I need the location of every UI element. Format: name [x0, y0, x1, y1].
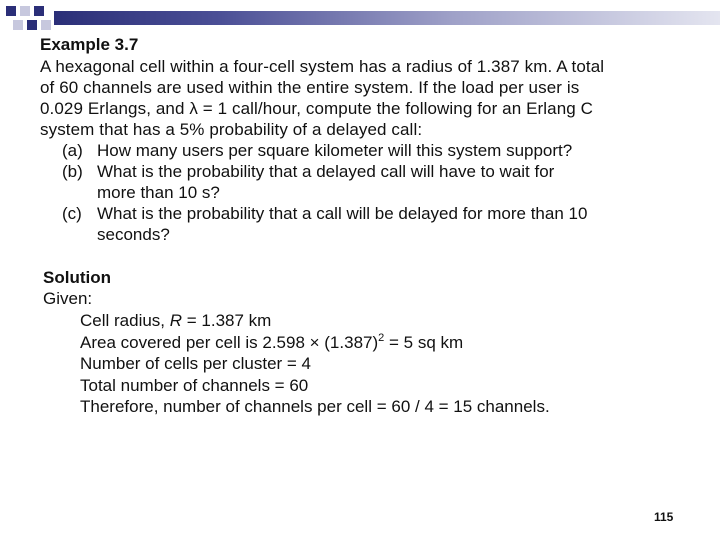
solution-heading: Solution: [43, 268, 111, 287]
given-area: [80, 332, 700, 354]
radius-suffix: = 1.387 km: [182, 311, 272, 330]
slide-content: [40, 34, 700, 418]
deco-square: [13, 20, 23, 30]
problem-statement: [40, 56, 700, 140]
given-channels: Total number of channels = 60: [80, 375, 309, 395]
question-list: [40, 140, 700, 245]
intro-line: A hexagonal cell within a four-cell system has a radius of 1.387 km. A total: [40, 57, 605, 76]
area-prefix: Area covered per cell is 2.598 × (1.387): [80, 332, 379, 352]
question-text: How many users per square kilometer will this system support?: [97, 141, 573, 160]
deco-square: [6, 6, 16, 16]
deco-square: [41, 20, 51, 30]
given-cells: Number of cells per cluster = 4: [80, 354, 312, 373]
radius-variable: R: [169, 311, 183, 330]
area-exponent: 2: [378, 331, 385, 344]
deco-square: [27, 20, 37, 30]
given-label: Given:: [43, 289, 93, 308]
intro-line: of 60 channels are used within the entire system. If the load per user is: [40, 78, 580, 97]
question-text: seconds?: [97, 225, 170, 244]
given-radius: [80, 310, 700, 332]
question-label: (b): [62, 162, 83, 181]
example-title: Example 3.7: [40, 35, 139, 54]
page-number: 115: [654, 510, 674, 524]
intro-line: 0.029 Erlangs, and λ = 1 call/hour, compute the following for an Erlang C: [40, 99, 594, 118]
area-suffix: = 5 sq km: [384, 332, 464, 352]
radius-prefix: Cell radius,: [80, 311, 170, 330]
given-per-cell: Therefore, number of channels per cell = 60 / 4 = 15 channels.: [80, 397, 550, 416]
question-b: [40, 161, 700, 203]
question-c: [40, 203, 700, 245]
question-label: (c): [62, 204, 82, 223]
question-text: What is the probability that a call will be delayed for more than 10: [97, 204, 588, 223]
header-gradient-bar: [54, 11, 720, 25]
question-label: (a): [62, 141, 83, 160]
question-text: more than 10 s?: [97, 183, 220, 202]
deco-square: [20, 6, 30, 16]
intro-line: system that has a 5% probability of a delayed call:: [40, 120, 423, 139]
question-a: [40, 140, 700, 161]
given-list: [80, 310, 700, 418]
deco-square: [34, 6, 44, 16]
question-text: What is the probability that a delayed call will have to wait for: [97, 162, 555, 181]
